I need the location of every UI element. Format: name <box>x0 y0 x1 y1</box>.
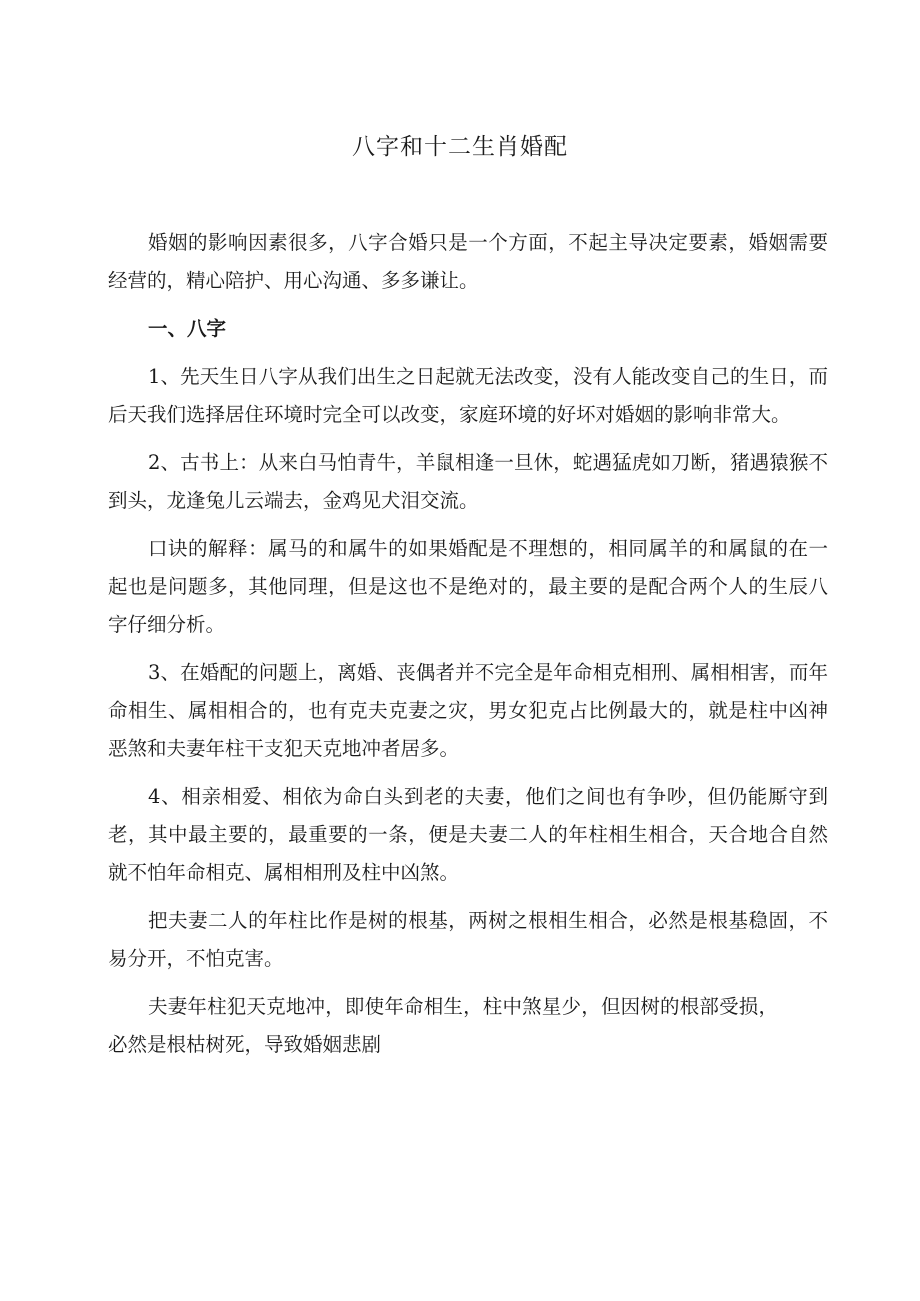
paragraph-6: 把夫妻二人的年柱比作是树的根基，两树之根相生相合，必然是根基稳固，不易分开，不怕克害。 <box>108 909 828 970</box>
paragraph-7: 夫妻年柱犯天克地冲，即使年命相生，柱中煞星少，但因树的根部受损，必然是根枯树死，导致婚姻悲剧 <box>108 995 778 1056</box>
intro-paragraph: 婚姻的影响因素很多，八字合婚只是一个方面，不起主导决定要素，婚姻需要经营的，精心陪护、用心沟通、多多谦让。 <box>108 231 828 292</box>
section-heading: 一、八字 <box>148 317 227 340</box>
paragraph-4: 3、在婚配的问题上，离婚、丧偶者并不完全是年命相克相刑、属相相害，而年命相生、属相相合的，也有克夫克妻之灾，男女犯克占比例最大的，就是柱中凶神恶煞和夫妻年柱干支犯天克地冲者居多。 <box>108 661 828 760</box>
document-title: 八字和十二生肖婚配 <box>352 134 568 160</box>
paragraph-3: 口诀的解释：属马的和属牛的如果婚配是不理想的，相同属羊的和属鼠的在一起也是问题多，其他同理，但是这也不是绝对的，最主要的是配合两个人的生辰八字仔细分析。 <box>108 537 828 636</box>
paragraph-2: 2、古书上：从来白马怕青牛，羊鼠相逢一旦休，蛇遇猛虎如刀断，猪遇猿猴不到头，龙逢兔儿云端去，金鸡见犬泪交流。 <box>108 451 828 512</box>
document-body <box>108 224 828 1074</box>
paragraph-5: 4、相亲相爱、相依为命白头到老的夫妻，他们之间也有争吵，但仍能厮守到老，其中最主要的，最重要的一条，便是夫妻二人的年柱相生相合，天合地合自然就不怕年命相克、属相相刑及柱中凶煞。 <box>108 785 828 884</box>
paragraph-1: 1、先天生日八字从我们出生之日起就无法改变，没有人能改变自己的生日，而后天我们选择居住环境时完全可以改变，家庭环境的好坏对婚姻的影响非常大。 <box>108 365 828 426</box>
